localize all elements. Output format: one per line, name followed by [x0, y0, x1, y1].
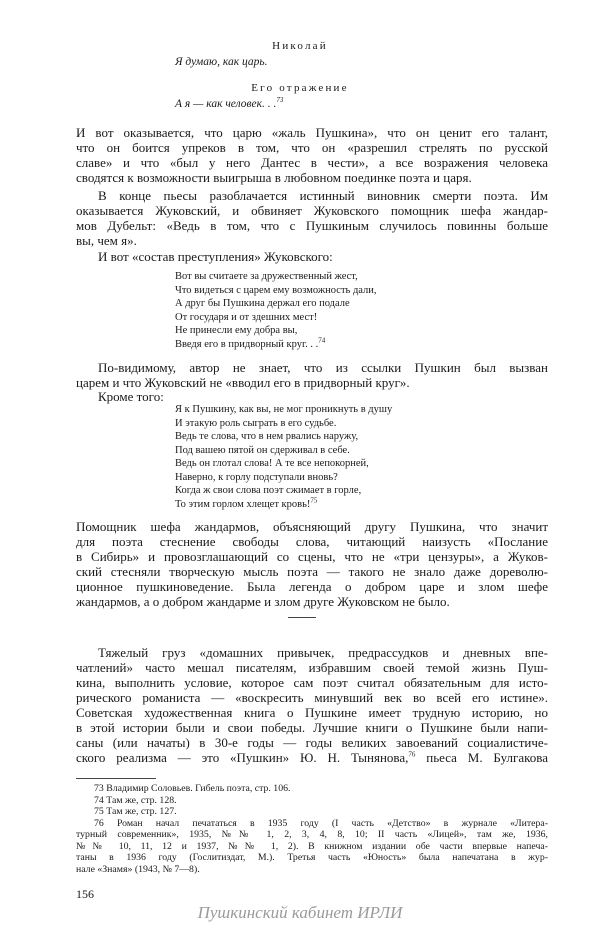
text-line: кина, выполнить условие, которое сам поэт считал обязательным для исто- [76, 675, 548, 690]
text-line: в Сибирь» и провозглашающий со сцены, что не «три цензуры», а Жуков- [76, 549, 548, 564]
paragraph-1 [76, 125, 548, 185]
text-line: Тяжелый груз «домашних привычек, предрассудков и дневных впе- [98, 645, 548, 660]
text-line: ского реализма — это «Пушкин» Ю. Н. Тынянова,$^{76}$ пьеса М. Булгакова [76, 750, 548, 765]
footnote-76-cont: №№ 10, 11, 12 и 1937, №№ 1, 2). В книжном издании обе части впервые напеча- [76, 840, 548, 852]
verse-line: Когда ж свои слова поэт сжимает в горле, [175, 485, 362, 496]
footnote-ref-74: 74 [318, 336, 326, 344]
text-line: мов Дубельт: «Ведь в том, что с Пушкиным случилось повинны больше [76, 218, 548, 233]
verse-line: Вот вы считаете за дружественный жест, [175, 271, 358, 282]
text-line: ционное пушкиноведение. Была легенда о добром царе и злом шефе [76, 579, 548, 594]
footnote-76-cont: нале «Знамя» (1943, № 7—8). [76, 863, 200, 875]
verse-line: И этакую роль сыграть в его судьбе. [175, 417, 337, 429]
verse-line: А друг бы Пушкина держал его подале [175, 298, 350, 309]
text-line: чатлений» часто мешал писателям, избравшим своей темой жизнь Пуш- [76, 660, 548, 675]
verse-line: Ведь он глотал слова! А те все непокорней, [175, 458, 369, 469]
text-line: В конце пьесы разоблачается истинный виновник смерти поэта. Им [98, 188, 548, 203]
footnote-rule [76, 778, 156, 779]
verse-line: То этим горлом хлещет кровь!$^{75}$ [175, 496, 318, 510]
footnote-76-cont: турный современник», 1935, №№ 1, 2, 3, 4, 8, 10; II часть «Лицей», там же, 1936, [76, 829, 548, 840]
footnote-74: 74 Там же, стр. 128. [94, 794, 177, 806]
text-line: Советская художественная книга о Пушкине имеет трудную историю, но [76, 705, 548, 720]
section-divider [288, 617, 316, 618]
footnote-73: 73 Владимир Соловьев. Гибель поэта, стр. 106. [94, 783, 291, 794]
verse-line: Не принесли ему добра вы, [175, 325, 298, 336]
paragraph-2 [76, 188, 548, 248]
verse-line: Я к Пушкину, как вы, не мог проникнуть в душу [175, 404, 393, 415]
verse-line: Ведь те слова, что в нем рвались наружу, [175, 431, 359, 442]
text-line: вы, чем я». [76, 233, 137, 248]
footnote-ref-75: 75 [310, 496, 318, 504]
speech-line-reflection: А я — как человек. . .$^{73}$ [175, 96, 284, 110]
watermark: Пушкинский кабинет ИРЛИ [197, 903, 403, 922]
paragraph-5: Кроме того: [98, 389, 164, 404]
text-line: И вот оказывается, что царю «жаль Пушкина», что он ценит его талант, [76, 125, 548, 140]
text-line: для поэта стеснение свободы слова, читающий наизусть «Послание [76, 534, 548, 549]
speaker-reflection: Его отражение [251, 82, 349, 94]
text-line: сводятся к возможности выигрыша в любовном поединке поэта и царя. [76, 170, 472, 185]
footnote-76-cont: таны в 1936 году (Гослитиздат, М.). Третья часть «Юность» была напечатана в жур- [76, 852, 548, 863]
text-line: рического романиста — «воскресить минувший век во всей его истине». [76, 690, 548, 705]
verse-line: Введя его в придворный круг. . .$^{74}$ [175, 336, 326, 350]
text-line: что он боится упреков в том, что он «разрешил стрелять по русской [76, 140, 548, 155]
text-line: жандармов, а о добром жандарме и злом друге Жуковском не было. [76, 594, 450, 609]
footnote-76: 76 Роман начал печататься в 1935 году (I часть «Детство» в журнале «Литера- [94, 817, 548, 829]
page-number: 156 [76, 887, 94, 901]
text-line: в этой истории были и свои победы. Лучшие книги о Пушкине были напи- [76, 720, 548, 735]
paragraph-6 [76, 519, 548, 609]
paragraph-4 [76, 360, 548, 390]
verse-line: От государя и от здешних мест! [175, 311, 318, 323]
verse-2 [175, 403, 392, 511]
text-line: славе» и что «был у него Дантес в чести», а все возражения человека [76, 155, 548, 170]
footnote-ref-73: 73 [276, 96, 284, 105]
paragraph-3: И вот «состав преступления» Жуковского: [98, 249, 333, 264]
text-line: Помощник шефа жандармов, объясняющий другу Пушкина, что значит [76, 519, 548, 534]
text-line: По-видимому, автор не знает, что из ссылки Пушкин был вызван [98, 360, 548, 375]
paragraph-7 [76, 645, 548, 765]
verse-1 [175, 270, 377, 351]
speech-line-tsar: Я думаю, как царь. [175, 56, 268, 68]
verse-line: Под вашею пятой он сдерживал в себе. [175, 444, 350, 456]
verse-line: Что видеться с царем ему возможность дали, [175, 284, 377, 296]
footnote-ref-76: 76 [408, 750, 416, 759]
text-line: оказывается Жуковский, и обвиняет Жуковского помощник шефа жандар- [76, 203, 548, 218]
text-line: саны (или начаты) в 30-е годы — годы великих завоеваний социалистиче- [76, 735, 548, 750]
footnotes [76, 783, 548, 875]
text-line: ский стесняли творческую мысль поэта — такого не знало даже дореволю- [76, 564, 548, 579]
footnote-75: 75 Там же, стр. 127. [94, 806, 177, 817]
text-line: царем и что Жуковский не «вводил его в придворный круг». [76, 375, 410, 390]
verse-line: Наверно, к горлу подступали вновь? [175, 471, 338, 483]
speaker-nikolai: Николай [272, 40, 328, 52]
